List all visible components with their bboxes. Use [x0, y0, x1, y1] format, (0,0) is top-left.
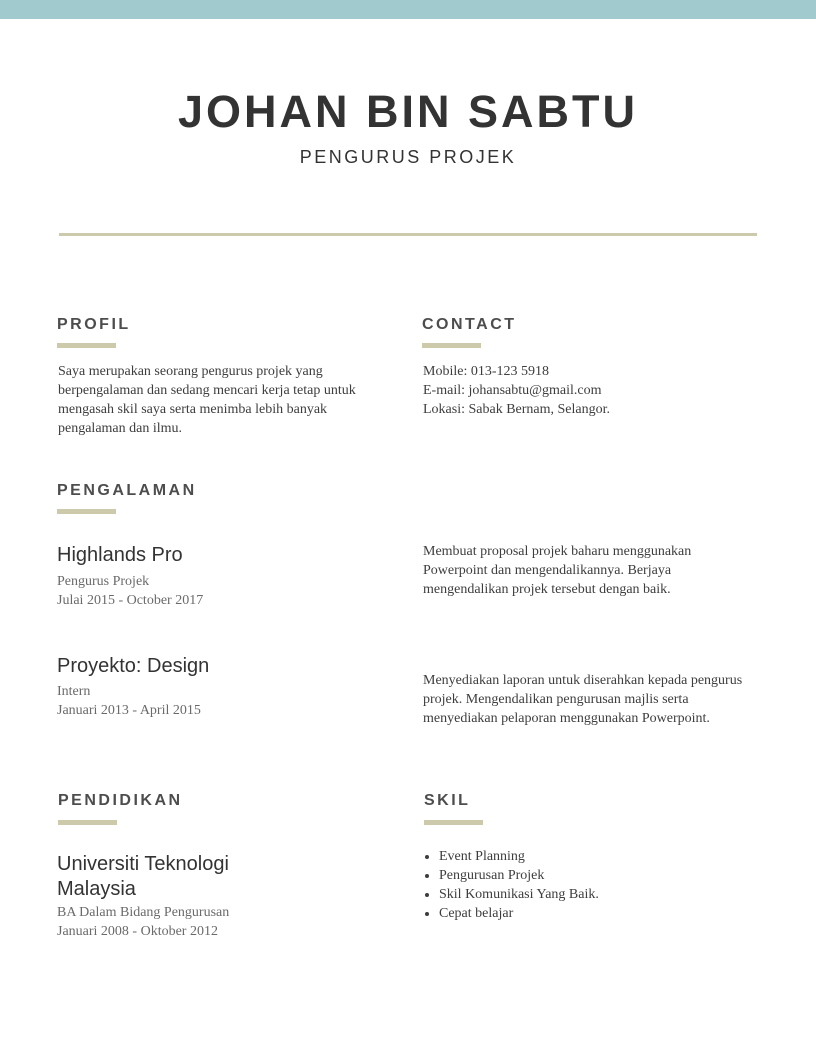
- education-degree: BA Dalam Bidang Pengurusan: [57, 905, 230, 920]
- skil-heading: SKIL: [424, 792, 471, 809]
- contact-email: E-mail: johansabtu@gmail.com: [423, 383, 602, 398]
- top-accent-bar: [0, 0, 816, 19]
- contact-heading: CONTACT: [422, 316, 517, 333]
- skill-item: • Pengurusan Projek: [439, 866, 599, 885]
- header-divider: [59, 233, 757, 236]
- pengalaman-underline: [57, 509, 116, 514]
- pendidikan-heading: PENDIDIKAN: [58, 792, 183, 809]
- pengalaman-heading: PENGALAMAN: [57, 482, 197, 499]
- contact-mobile: Mobile: 013-123 5918: [423, 364, 549, 379]
- contact-location: Lokasi: Sabak Bernam, Selangor.: [423, 402, 611, 417]
- job-position: Pengurus Projek: [57, 574, 150, 589]
- pendidikan-underline: [58, 820, 117, 825]
- profil-underline: [57, 343, 116, 348]
- candidate-name: JOHAN BIN SABTU: [177, 86, 639, 137]
- skill-item: • Cepat belajar: [439, 904, 599, 923]
- education-dates: Januari 2008 - Oktober 2012: [57, 924, 218, 939]
- job-company: Proyekto: Design: [57, 655, 210, 677]
- contact-underline: [422, 343, 481, 348]
- skil-underline: [424, 820, 483, 825]
- skills-list: [423, 847, 599, 923]
- job-position: Intern: [57, 684, 91, 699]
- job-dates: Januari 2013 - April 2015: [57, 703, 201, 718]
- education-institution: Universiti Teknologi Malaysia: [57, 853, 229, 900]
- skill-item: • Event Planning: [439, 847, 599, 866]
- job-description: Menyediakan laporan untuk diserahkan kepada pengurus projek. Mengendalikan pengurusan majlis serta menyediakan pelaporan menggunakan Powerpoint.: [423, 673, 743, 726]
- job-description: Membuat proposal projek baharu menggunakan Powerpoint dan mengendalikannya. Berjaya mengendalikan projek tersebut dengan baik.: [423, 544, 692, 597]
- candidate-role: PENGURUS PROJEK: [299, 147, 517, 167]
- profil-heading: PROFIL: [57, 316, 131, 333]
- profil-text: Saya merupakan seorang pengurus projek yang berpengalaman dan sedang mencari kerja tetap untuk mengasah skil saya serta menimba lebih banyak pengalaman dan ilmu.: [58, 364, 356, 436]
- skill-item: • Skil Komunikasi Yang Baik.: [439, 885, 599, 904]
- job-company: Highlands Pro: [57, 544, 183, 566]
- job-dates: Julai 2015 - October 2017: [57, 593, 204, 608]
